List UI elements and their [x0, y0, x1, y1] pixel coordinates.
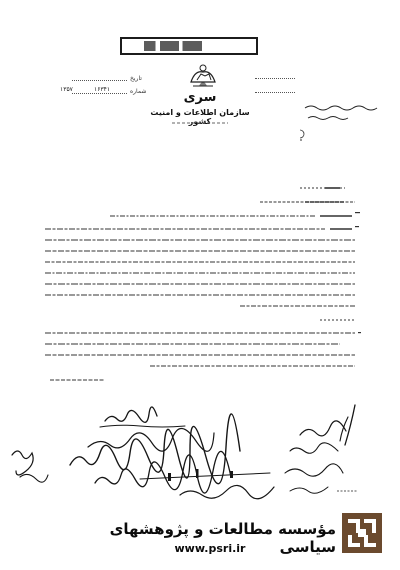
- institute-footer: [0, 510, 400, 570]
- date-dotted-line: [72, 80, 127, 82]
- page-ref-scribble: [336, 488, 358, 493]
- subtitle-scribble: [170, 121, 230, 125]
- psri-logo-icon: [342, 513, 382, 553]
- number-label: شماره: [130, 88, 147, 95]
- classification-stamp: [120, 37, 258, 55]
- letter-margin-marks: [355, 212, 361, 333]
- margin-handwriting: [300, 100, 390, 160]
- organization-title: سازمان اطلاعات و امنیت کشور: [150, 108, 250, 126]
- handwritten-note-1: [70, 414, 240, 484]
- organization-subtitle: [150, 121, 250, 127]
- classification-title: سری: [183, 90, 217, 105]
- left-handwriting: [12, 451, 33, 475]
- institute-name: مؤسسه مطالعات و پژوهشهای سیاسی: [109, 520, 336, 556]
- number-value: ۱۶۳۴۱: [94, 86, 111, 93]
- letter-body: [0, 180, 400, 390]
- stamp-ink: [144, 41, 202, 51]
- date-value: ۱۳۵۷: [60, 86, 73, 93]
- date-label: تاریخ: [130, 75, 142, 82]
- signature-area: [0, 395, 400, 515]
- page-ref-mark: [336, 488, 358, 495]
- number-dotted-line: [72, 93, 127, 95]
- institute-website-link[interactable]: www.psri.ir: [174, 542, 246, 555]
- lion-sun-emblem-icon: [183, 62, 223, 90]
- header-right-dotted-2: [255, 92, 295, 94]
- header-right-dotted-1: [255, 78, 295, 80]
- letter-body-lines: [45, 188, 355, 380]
- typed-signature: [105, 407, 157, 422]
